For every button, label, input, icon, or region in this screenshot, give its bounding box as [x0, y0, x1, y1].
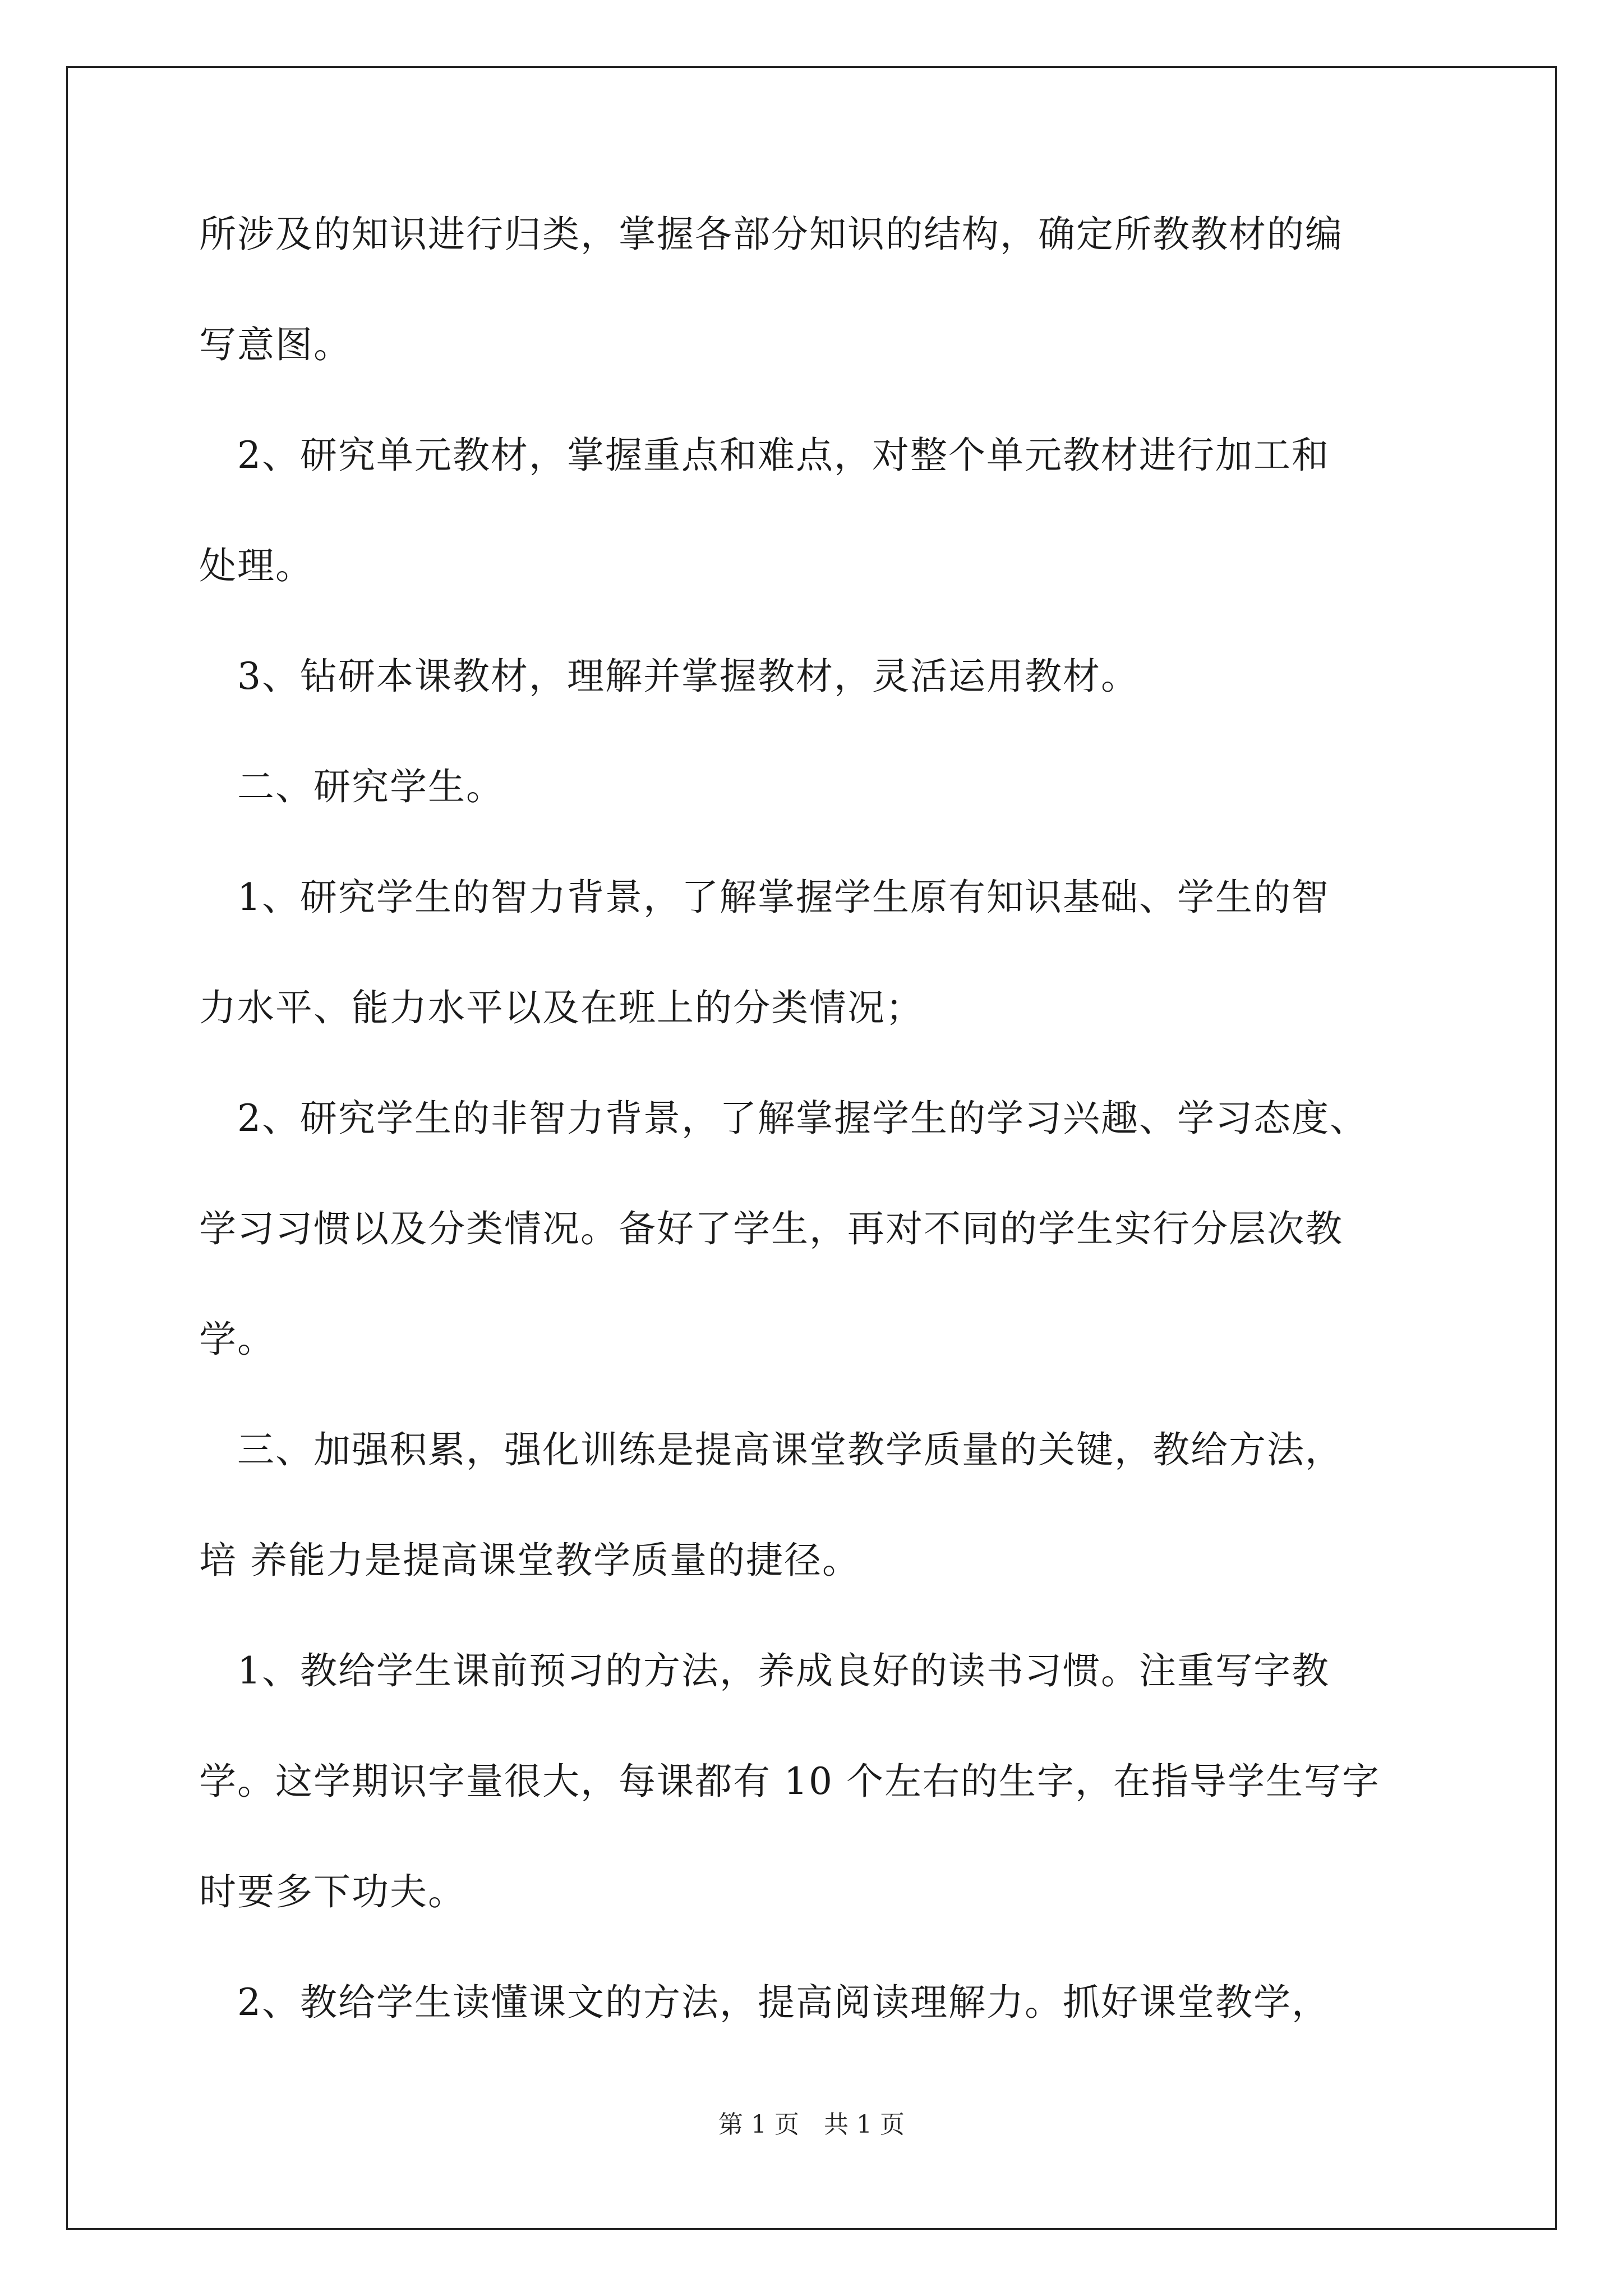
text-line: 3、钻研本课教材，理解并掌握教材，灵活运用教材。 — [199, 655, 1139, 698]
document-body — [199, 209, 1433, 2087]
text-line: 处理。 — [199, 544, 313, 587]
text-line: 写意图。 — [199, 323, 352, 366]
text-line: 时要多下功夫。 — [199, 1870, 466, 1913]
text-line: 2、研究单元教材，掌握重点和难点，对整个单元教材进行加工和 — [199, 434, 1330, 477]
text-line: 学习习惯以及分类情况。备好了学生，再对不同的学生实行分层次教 — [199, 1207, 1343, 1250]
page-number-footer: 第 1 页 共 1 页 — [718, 2110, 905, 2139]
text-line: 1、研究学生的智力背景，了解掌握学生原有知识基础、学生的智 — [199, 876, 1330, 919]
text-line: 1、教给学生课前预习的方法，养成良好的读书习惯。注重写字教 — [199, 1649, 1330, 1692]
section-heading: 三、加强积累，强化训练是提高课堂教学质量的关键，教给方法， — [199, 1428, 1343, 1471]
text-line: 学。 — [199, 1318, 275, 1361]
text-line: 2、教给学生读懂课文的方法，提高阅读理解力。抓好课堂教学， — [199, 1981, 1330, 2024]
text-line: 2、研究学生的非智力背景，了解掌握学生的学习兴趣、学习态度、 — [199, 1097, 1368, 1140]
text-line: 学。这学期识字量很大，每课都有 10 个左右的生字，在指导学生写字 — [199, 1760, 1380, 1803]
text-line: 所涉及的知识进行归类，掌握各部分知识的结构，确定所教教材的编 — [199, 213, 1343, 256]
text-line: 力水平、能力水平以及在班上的分类情况； — [199, 986, 924, 1029]
section-heading: 二、研究学生。 — [199, 765, 504, 808]
text-line: 培 养能力是提高课堂教学质量的捷径。 — [199, 1539, 860, 1582]
